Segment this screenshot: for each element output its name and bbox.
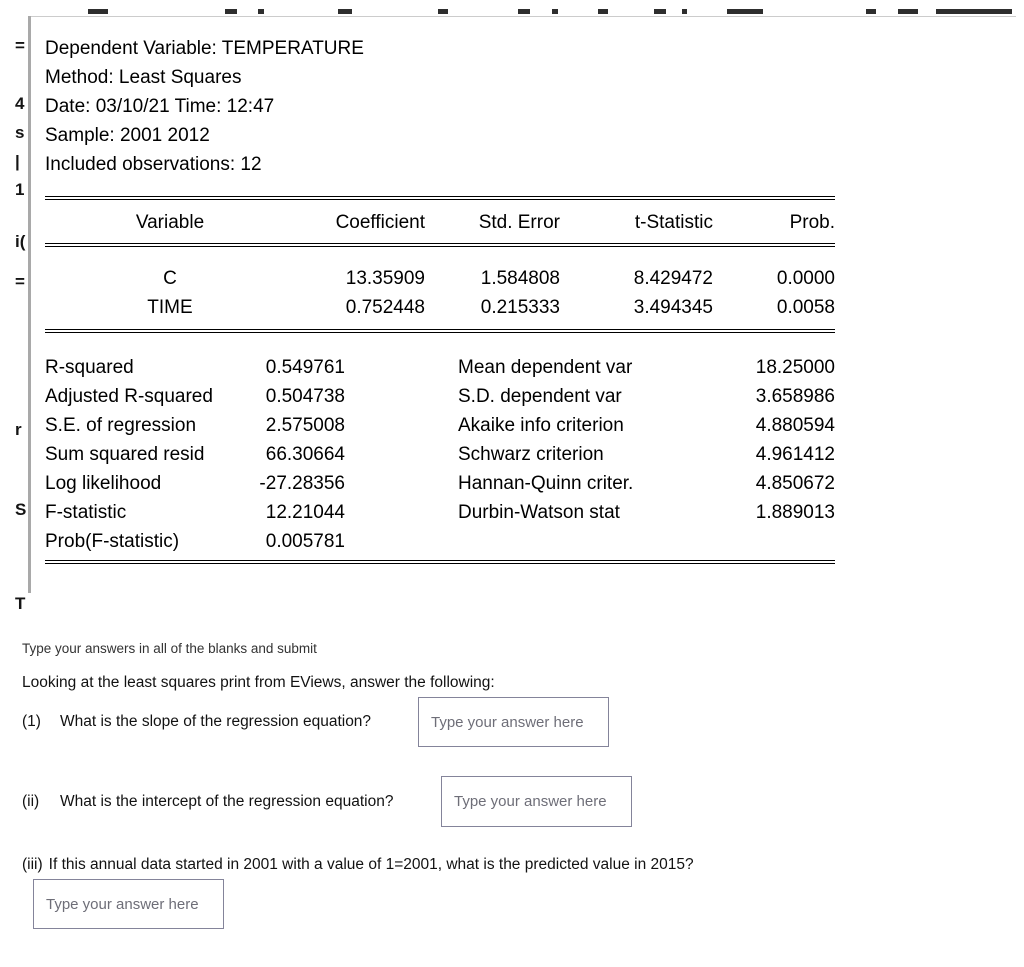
eviews-output-header [45, 34, 364, 179]
observations-line: Included observations: 12 [45, 154, 262, 175]
column-header-prob: Prob. [789, 212, 835, 233]
clipped-glyph: i( [15, 232, 26, 251]
stat-value: 18.25000 [755, 357, 835, 378]
stat-label: Durbin-Watson stat [458, 502, 620, 523]
stat-label: Log likelihood [45, 473, 162, 494]
clipped-glyph [936, 9, 1012, 14]
clipped-glyph [338, 9, 352, 14]
stat-label: Hannan-Quinn criter. [458, 473, 634, 494]
clipped-glyph [598, 9, 608, 14]
dependent-variable-line: Dependent Variable: TEMPERATURE [45, 38, 364, 59]
clipped-glyph [866, 9, 876, 14]
cell-t-statistic: 3.494345 [633, 297, 713, 318]
table-double-rule [45, 243, 835, 247]
stat-label: Sum squared resid [45, 444, 205, 465]
clipped-glyph: 4 [15, 94, 25, 113]
stat-label: R-squared [45, 357, 134, 378]
window-top-border [30, 16, 1016, 17]
question-3-text: If this annual data started in 2001 with a value of 1=2001, what is the predicted value in 2015? [48, 856, 694, 873]
column-header-t-statistic: t-Statistic [634, 212, 713, 233]
clipped-glyph [898, 9, 918, 14]
column-header-variable: Variable [135, 212, 205, 233]
stat-value: 1.889013 [755, 502, 835, 523]
stat-value: 4.880594 [755, 415, 835, 436]
stat-value: 4.850672 [755, 473, 835, 494]
question-2-number: (ii) [22, 793, 40, 810]
table-double-rule [45, 196, 835, 200]
cell-prob: 0.0000 [776, 268, 835, 289]
stat-value: 2.575008 [265, 415, 345, 436]
clipped-glyph: | [15, 152, 20, 171]
clipped-glyph [518, 9, 530, 14]
column-header-coefficient: Coefficient [335, 212, 425, 233]
coefficient-table-header [45, 208, 835, 237]
stat-value: 0.005781 [265, 531, 345, 552]
stat-value: 0.549761 [265, 357, 345, 378]
clipped-glyph: = [15, 272, 25, 291]
stat-value: 4.961412 [755, 444, 835, 465]
quiz-instruction: Type your answers in all of the blanks and submit [22, 641, 317, 656]
table-double-rule [45, 329, 835, 333]
stat-value: -27.28356 [259, 473, 345, 494]
table-row [45, 293, 835, 322]
summary-statistics [45, 353, 835, 556]
stat-label: Mean dependent var [458, 357, 633, 378]
clipped-glyph [88, 9, 108, 14]
date-time-line: Date: 03/10/21 Time: 12:47 [45, 96, 275, 117]
clipped-glyph: r [15, 420, 22, 439]
question-1-text: What is the slope of the regression equation? [60, 713, 372, 730]
stat-value [703, 527, 835, 556]
stat-label [458, 527, 703, 556]
stat-value: 0.504738 [265, 386, 345, 407]
window-left-border [28, 16, 31, 593]
stat-label: S.E. of regression [45, 415, 197, 436]
quiz-intro: Looking at the least squares print from EViews, answer the following: [22, 674, 495, 691]
clipped-glyph [654, 9, 666, 14]
sample-line: Sample: 2001 2012 [45, 125, 210, 146]
clipped-glyph [438, 9, 448, 14]
stat-value: 66.30664 [265, 444, 345, 465]
question-1-label [22, 713, 371, 731]
question-2-label [22, 793, 393, 811]
clipped-glyph: T [15, 594, 26, 613]
clipped-glyph: s [15, 123, 25, 142]
cell-coefficient: 0.752448 [345, 297, 425, 318]
stat-value: 3.658986 [755, 386, 835, 407]
cell-t-statistic: 8.429472 [633, 268, 713, 289]
answer-input-2[interactable] [441, 776, 632, 827]
answer-input-3[interactable] [33, 879, 224, 929]
stat-label: S.D. dependent var [458, 386, 622, 407]
question-3-label [22, 856, 694, 874]
clipped-glyph: = [15, 36, 25, 55]
stat-label: Schwarz criterion [458, 444, 604, 465]
clipped-glyph [682, 9, 687, 14]
clipped-glyph: S [15, 500, 27, 519]
stat-label: F-statistic [45, 502, 127, 523]
cell-std-error: 0.215333 [480, 297, 560, 318]
cell-variable: C [163, 268, 177, 289]
answer-input-1[interactable] [418, 697, 609, 747]
clipped-glyph [225, 9, 237, 14]
table-double-rule [45, 560, 835, 564]
question-2-text: What is the intercept of the regression equation? [60, 793, 394, 810]
cell-prob: 0.0058 [776, 297, 835, 318]
clipped-glyph [727, 9, 763, 14]
cell-variable: TIME [147, 297, 193, 318]
clipped-glyph [258, 9, 264, 14]
table-row [45, 264, 835, 293]
cell-coefficient: 13.35909 [345, 268, 425, 289]
column-header-std-error: Std. Error [478, 212, 560, 233]
stat-label: Akaike info criterion [458, 415, 624, 436]
question-1-number: (1) [22, 713, 41, 730]
stat-label: Prob(F-statistic) [45, 531, 180, 552]
question-3-number: (iii) [22, 856, 43, 873]
clipped-glyph: 1 [15, 180, 25, 199]
cell-std-error: 1.584808 [480, 268, 560, 289]
method-line: Method: Least Squares [45, 67, 242, 88]
clipped-glyph [552, 9, 558, 14]
stat-label: Adjusted R-squared [45, 386, 213, 407]
stat-value: 12.21044 [265, 502, 345, 523]
